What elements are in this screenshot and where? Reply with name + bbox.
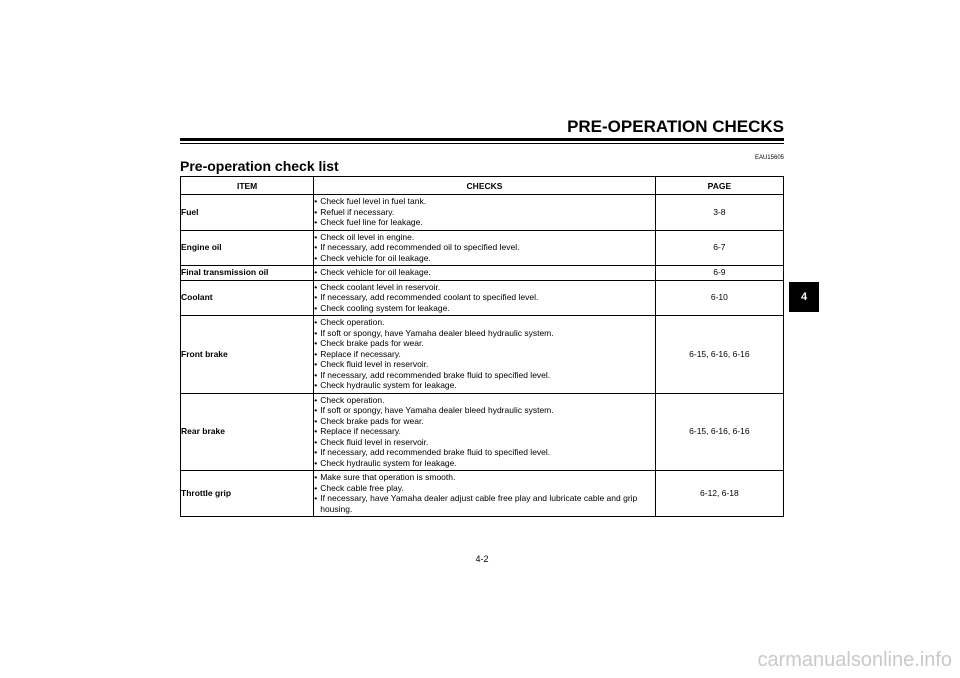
checks-list	[314, 232, 655, 264]
checks-cell	[314, 393, 656, 471]
check-item: • If necessary, add recommended brake fluid to specified level.	[314, 447, 655, 458]
checks-list	[314, 282, 655, 314]
checks-list	[314, 267, 655, 278]
page-number: 4-2	[475, 554, 489, 564]
check-item: • Check cable free play.	[314, 483, 655, 494]
check-item: • Check brake pads for wear.	[314, 416, 655, 427]
check-item: • Check operation.	[314, 317, 655, 328]
page-cell: 6-7	[655, 230, 783, 266]
checks-cell	[314, 230, 656, 266]
checks-list	[314, 317, 655, 391]
check-item: • Check vehicle for oil leakage.	[314, 267, 655, 278]
table-row	[181, 266, 784, 281]
check-item: • If necessary, add recommended oil to specified level.	[314, 242, 655, 253]
check-item: • Replace if necessary.	[314, 426, 655, 437]
check-item: • Check fuel level in fuel tank.	[314, 196, 655, 207]
table-row	[181, 316, 784, 394]
check-item: • Replace if necessary.	[314, 349, 655, 360]
header-rule-thin	[180, 143, 784, 144]
item-cell: Fuel	[181, 195, 314, 231]
chapter-tab: 4	[789, 282, 819, 312]
table-header-row	[181, 177, 784, 195]
item-cell: Engine oil	[181, 230, 314, 266]
page-cell: 3-8	[655, 195, 783, 231]
check-item: • Check operation.	[314, 395, 655, 406]
page-header-title: PRE-OPERATION CHECKS	[567, 117, 784, 136]
checks-cell	[314, 195, 656, 231]
check-item: • Check fuel line for leakage.	[314, 217, 655, 228]
header-item: ITEM	[181, 177, 314, 195]
section-title: Pre-operation check list	[180, 158, 339, 174]
check-item: • If soft or spongy, have Yamaha dealer bleed hydraulic system.	[314, 328, 655, 339]
checks-cell	[314, 316, 656, 394]
item-cell: Front brake	[181, 316, 314, 394]
check-item: • Check oil level in engine.	[314, 232, 655, 243]
checks-list	[314, 196, 655, 228]
table-row	[181, 230, 784, 266]
table-row	[181, 393, 784, 471]
check-item: • Check fluid level in reservoir.	[314, 437, 655, 448]
table-row	[181, 471, 784, 517]
page-cell: 6-10	[655, 280, 783, 316]
item-cell: Final transmission oil	[181, 266, 314, 281]
item-cell: Coolant	[181, 280, 314, 316]
check-item: • If necessary, add recommended coolant to specified level.	[314, 292, 655, 303]
check-item: • If necessary, have Yamaha dealer adjust cable free play and lubricate cable and grip housing.	[314, 493, 655, 514]
check-list-table	[180, 176, 784, 517]
check-item: • Check vehicle for oil leakage.	[314, 253, 655, 264]
check-item: • Check brake pads for wear.	[314, 338, 655, 349]
check-item: • Check fluid level in reservoir.	[314, 359, 655, 370]
check-item: • Check hydraulic system for leakage.	[314, 458, 655, 469]
check-item: • Make sure that operation is smooth.	[314, 472, 655, 483]
header-rule-thick	[180, 138, 784, 141]
table-row	[181, 280, 784, 316]
check-item: • Refuel if necessary.	[314, 207, 655, 218]
header-page: PAGE	[655, 177, 783, 195]
page-cell: 6-15, 6-16, 6-16	[655, 316, 783, 394]
page-cell: 6-15, 6-16, 6-16	[655, 393, 783, 471]
checks-list	[314, 395, 655, 469]
section-code: EAU15605	[754, 155, 784, 161]
watermark: carmanualsonline.info	[757, 649, 952, 671]
table-row	[181, 195, 784, 231]
check-item: • Check coolant level in reservoir.	[314, 282, 655, 293]
checks-list	[314, 472, 655, 514]
item-cell: Throttle grip	[181, 471, 314, 517]
checks-cell	[314, 266, 656, 281]
page-cell: 6-9	[655, 266, 783, 281]
table-body	[181, 195, 784, 517]
page-cell: 6-12, 6-18	[655, 471, 783, 517]
check-item: • If soft or spongy, have Yamaha dealer bleed hydraulic system.	[314, 405, 655, 416]
check-item: • Check hydraulic system for leakage.	[314, 380, 655, 391]
checks-cell	[314, 471, 656, 517]
checks-cell	[314, 280, 656, 316]
check-item: • If necessary, add recommended brake fluid to specified level.	[314, 370, 655, 381]
header-checks: CHECKS	[314, 177, 656, 195]
check-item: • Check cooling system for leakage.	[314, 303, 655, 314]
item-cell: Rear brake	[181, 393, 314, 471]
